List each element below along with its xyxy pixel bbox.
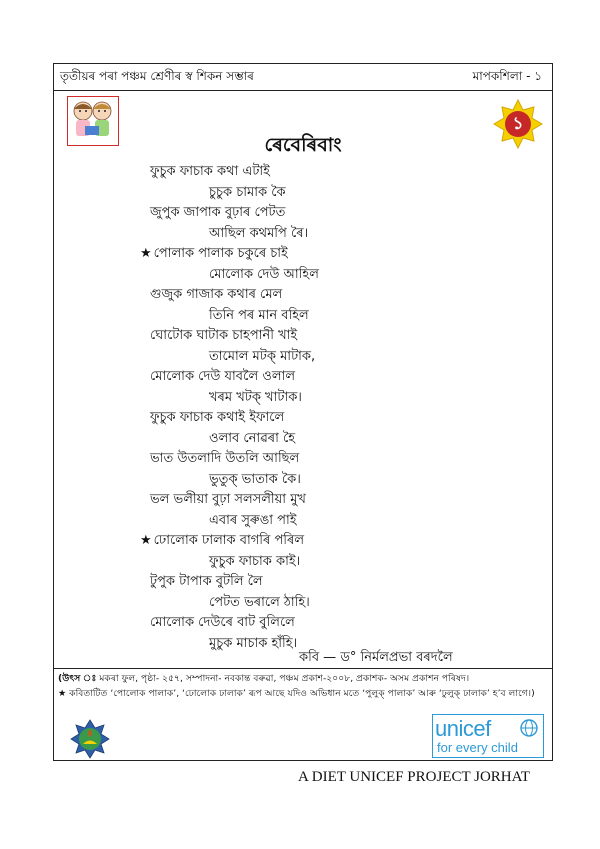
globe-icon [520, 719, 538, 737]
poem-line-text: গুজুক গাজাক কথাৰ মেল [150, 287, 283, 302]
project-footer: A DIET UNICEF PROJECT JORHAT [298, 769, 530, 785]
note-star-icon: ★ [58, 688, 67, 699]
poem-line [209, 552, 300, 573]
lesson-number: মাপকশিলা - ১ [472, 69, 542, 83]
poem-line-text: আছিল কথমপি ৰৈ। [209, 225, 309, 241]
poem-line-text: ফুচুক ফাচাক কাই। [209, 553, 301, 569]
poem-line [150, 367, 295, 388]
poem-line [150, 162, 270, 183]
poem-line-text: জুপুক জাপাক বুঢ়াৰ পেটত [150, 205, 286, 220]
diet-emblem-icon [70, 719, 110, 759]
poem-line [209, 183, 286, 204]
spelling-note: কবিতাটিত ‘পোলোক পালাক’, ‘ঢোলোক ঢালাক’ ৰূপ আছে যদিও অভিধান মতে ‘পুলুক্ পালাক’ আৰু ‘ঢুলুক্ ঢালাক’ হ’ব লাগে।) [69, 688, 535, 699]
poem-line-text: ভাত উতলাদি উতলি আছিল [150, 451, 300, 466]
source-label: (উৎস ঃ [58, 673, 97, 684]
poem-line-text: টুপুক টাপাক বুটলি লৈ [150, 574, 263, 589]
poem-line-text: ওলাব নোৱৰা হৈ [209, 430, 296, 446]
series-title: তৃতীয়ৰ পৰা পঞ্চম শ্ৰেণীৰ স্ব শিকন সম্ভাৰ [60, 69, 254, 83]
poem-line-text: মোলোক দেউ আহিল [209, 266, 319, 282]
poem-line [150, 572, 263, 593]
poem-line-text: মুচুক মাচাক হাঁহি। [209, 635, 298, 651]
poem-line [150, 408, 284, 429]
poem-line-text: পোলাক পালাক চকুৰে চাই [153, 246, 288, 261]
poem-line [209, 593, 310, 614]
poem-line [150, 285, 282, 306]
poem-line-text: ফুচুক ফাচাক কথা এটাই [150, 164, 270, 179]
unicef-name: unicef [435, 716, 491, 741]
poem-line-text: খৰম খটক্ খাটাক। [209, 389, 302, 405]
poem-line [150, 490, 306, 511]
poem-line [150, 203, 285, 224]
divider [54, 668, 552, 669]
poem-line [209, 224, 308, 245]
poem-line-text: তিনি পৰ মান বহিল [209, 307, 309, 323]
poem-line [209, 470, 301, 491]
poem-line [209, 347, 315, 368]
poem-line [209, 511, 297, 532]
poem-line [209, 265, 319, 286]
source-text: মকৰা ফুল, পৃষ্ঠা- ২৫৭, সম্পাদনা- নবকান্ত বৰুৱা, পঞ্চম প্ৰকাশ-২০০৮, প্ৰকাশক- অসম প্ৰকাশন পৰিষদ। [99, 673, 470, 684]
poem-line [209, 429, 295, 450]
poem-line-text: চুচুক চামাক কৈ [209, 184, 286, 200]
poem-line [150, 326, 297, 347]
poem-line-text: তামোল মটক্ মাটাক, [209, 348, 316, 364]
poem-line [150, 449, 299, 470]
poem-line-text: ভল ভলীয়া বুঢ়া সলসলীয়া মুখ [150, 492, 306, 507]
poem-line-text: ঢোলোক ঢালাক বাগৰি পৰিল [153, 533, 305, 548]
poem-title: ৰেবেৰিবাং [264, 134, 342, 156]
unicef-tagline: for every child [437, 740, 518, 755]
poem-author: কবি — ড° নিৰ্মলপ্ৰভা বৰদলৈ [299, 650, 453, 665]
poem-line [140, 244, 288, 265]
poem-line-text: মোলোক দেউৰে বাট বুলিলে [150, 615, 295, 630]
poem-line [209, 306, 309, 327]
poem-line [209, 388, 302, 409]
poem-line [150, 613, 295, 634]
poem-line-text: ভুতুক্ ভাতাক কৈ। [209, 471, 301, 487]
poem-line [209, 634, 297, 655]
poem-line-text: ফুচুক ফাচাক কথাই ইফালে [150, 410, 285, 425]
page-frame [53, 63, 553, 761]
poem-line-text: ঘোটোক ঘাটাক চাহপানী খাই [150, 328, 298, 343]
source-note [58, 671, 550, 701]
poem-line-text: মোলোক দেউ যাবলৈ ওলাল [150, 369, 296, 384]
unicef-logo [432, 714, 544, 758]
star-icon: ★ [140, 533, 152, 548]
poem-line-text: এবাৰ সুৰুঙা পাই [209, 512, 297, 528]
star-icon: ★ [140, 246, 152, 261]
poem-line-text: পেটত ভৰালে ঠাহি। [209, 594, 310, 610]
badge-number: ১ [512, 114, 524, 134]
page-header [54, 64, 552, 91]
poem-line [140, 531, 304, 552]
